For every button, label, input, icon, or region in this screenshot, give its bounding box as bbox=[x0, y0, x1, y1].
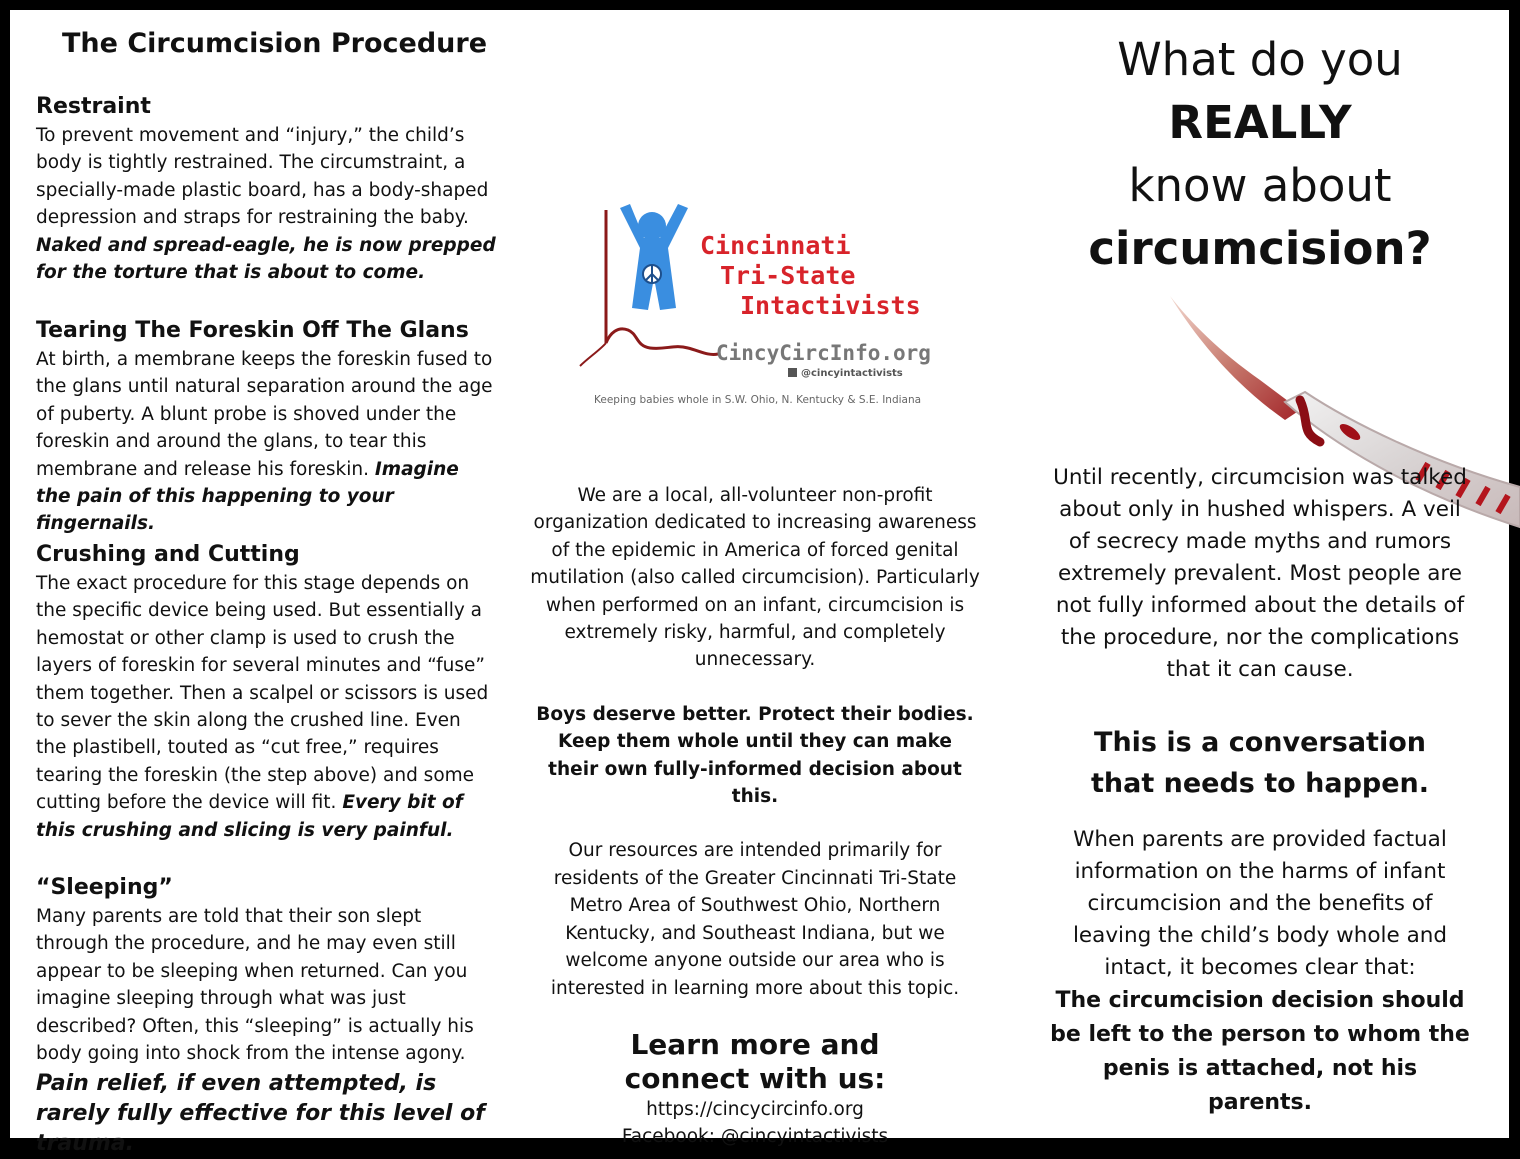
intro-text: We are a local, all-volunteer non-profit organization dedicated to increasing awareness of the epidemic in America of forced genital mutilation (also called circumcision). Particularly when performed on an infant, circumcision is extremely risky, harmful, and completely unnecessary. bbox=[530, 485, 980, 671]
logo-tagline: Keeping babies whole in S.W. Ohio, N. Kentucky & S.E. Indiana bbox=[594, 394, 922, 406]
section-crushing bbox=[36, 540, 496, 844]
section-emphasis: Naked and spread-eagle, he is now prepped for the torture that is about to come. bbox=[36, 234, 496, 284]
logo-line-2: Tri-State bbox=[720, 261, 856, 290]
logo-social: @cincyintactivists bbox=[801, 368, 903, 379]
intro-paragraph: Until recently, circumcision was talked about only in hushed whispers. A veil of secrecy made myths and rumors extremely prevalent. Most people are not fully informed about the details of the procedure, nor the complications that it can cause. bbox=[1053, 465, 1467, 682]
section-body bbox=[36, 346, 496, 538]
section-heading: Crushing and Cutting bbox=[36, 542, 300, 567]
section-restraint bbox=[36, 92, 496, 286]
section-heading: “Sleeping” bbox=[36, 875, 173, 900]
website-link[interactable]: https://cincycircinfo.org bbox=[646, 1098, 864, 1120]
section-body bbox=[36, 122, 496, 286]
section-sleeping bbox=[36, 873, 496, 1159]
conversation-heading bbox=[1050, 722, 1470, 804]
middle-panel bbox=[530, 482, 980, 1150]
call-to-action: Boys deserve better. Protect their bodies. Keep them whole until they can make their own fully-informed decision about this. bbox=[536, 703, 974, 808]
conversation-heading-2: that needs to happen. bbox=[1090, 768, 1430, 799]
resources-text: Our resources are intended primarily for residents of the Greater Cincinnati Tri-State Metro Area of Southwest Ohio, Northern Kentucky, and Southeast Indiana, but we welcome anyone outside our area who is interested in learning more about this topic. bbox=[550, 840, 960, 999]
learn-heading-2: connect with us: bbox=[624, 1061, 886, 1095]
section-body bbox=[36, 570, 496, 844]
brochure-page bbox=[10, 10, 1509, 1157]
headline-line-1: What do you bbox=[1117, 33, 1403, 86]
section-emphasis: Every bit of this crushing and slicing is very painful. bbox=[36, 792, 463, 841]
facebook-icon bbox=[788, 368, 797, 377]
conversation-heading-1: This is a conversation bbox=[1094, 727, 1426, 758]
logo-line-1: Cincinnati bbox=[700, 231, 851, 260]
section-emphasis: Imagine the pain of this happening to your fingernails. bbox=[36, 458, 459, 535]
figure-icon bbox=[620, 204, 688, 310]
right-panel bbox=[1040, 28, 1480, 280]
right-panel-body bbox=[1050, 462, 1470, 1120]
logo-website: CincyCircInfo.org bbox=[716, 341, 931, 365]
section-text: At birth, a membrane keeps the foreskin fused to the glans until natural separation around the age of puberty. A blunt probe is shoved under the foreskin and around the glans, to tear this membrane and release his foreskin. bbox=[36, 349, 493, 480]
section-heading: Restraint bbox=[36, 94, 151, 119]
logo-line-3: Intactivists bbox=[740, 291, 921, 320]
facebook-link[interactable]: Facebook: @cincyintactivists bbox=[621, 1125, 889, 1147]
section-body: Many parents are told that their son slept through the procedure, and he may even still appear to be sleeping when returned. Can you imagine sleeping through what was just described? Often, this “sleeping” is actually his body going into shock from the intense agony. bbox=[36, 906, 474, 1065]
section-tearing bbox=[36, 316, 496, 538]
section-heading: Tearing The Foreskin Off The Glans bbox=[36, 318, 469, 343]
final-statement: The circumcision decision should be left to the person to whom the penis is attached, not his parents. bbox=[1050, 988, 1470, 1115]
section-text: To prevent movement and “injury,” the child’s body is tightly restrained. The circumstraint, a specially-made plastic board, has a body-shaped depression and straps for restraining the baby. bbox=[36, 125, 489, 229]
parents-paragraph: When parents are provided factual information on the harms of infant circumcision and the benefits of leaving the child’s body whole and intact, it becomes clear that: bbox=[1072, 827, 1448, 980]
procedure-title: The Circumcision Procedure bbox=[62, 28, 487, 59]
learn-more-block bbox=[530, 1028, 980, 1150]
headline bbox=[1040, 28, 1480, 280]
learn-heading-1: Learn more and bbox=[630, 1027, 880, 1061]
headline-line-2: REALLY bbox=[1168, 96, 1352, 149]
headline-line-3: know about bbox=[1128, 159, 1392, 212]
section-text: The exact procedure for this stage depends on the specific device being used. But essentially a hemostat or other clamp is used to crush the layers of foreskin for several minutes and “fuse” them together. Then a scalpel or scissors is used to sever the skin along the crushed line. Even the plastibell, touted as “cut free,” requires tearing the foreskin (the step above) and some cutting before the device will fit. bbox=[36, 573, 489, 814]
map-river-icon bbox=[580, 343, 606, 366]
organization-logo bbox=[570, 198, 940, 408]
section-emphasis: Pain relief, if even attempted, is rarely fully effective for this level of trauma. bbox=[36, 1071, 485, 1157]
headline-line-4: circumcision? bbox=[1088, 222, 1432, 275]
